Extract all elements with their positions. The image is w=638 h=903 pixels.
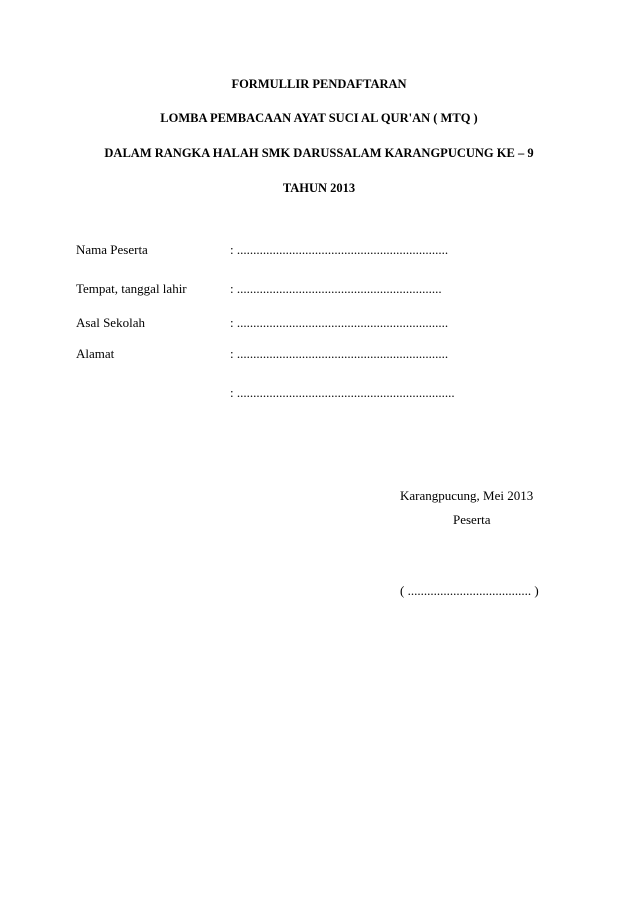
- field-label-nama-peserta: Nama Peserta: [76, 242, 148, 257]
- field-label-alamat: Alamat: [76, 346, 115, 361]
- form-title: FORMULLIR PENDAFTARAN: [231, 77, 407, 91]
- signature-name-placeholder: ( ...................................... ): [400, 583, 539, 598]
- field-value-asal-sekolah: : .................................................................: [230, 315, 449, 330]
- signature-role: Peserta: [453, 512, 491, 527]
- field-value-alamat-continued: : ...................................................................: [230, 385, 455, 400]
- field-value-alamat: : .................................................................: [230, 346, 449, 361]
- year-title: TAHUN 2013: [282, 181, 356, 195]
- competition-title: LOMBA PEMBACAAN AYAT SUCI AL QUR'AN ( MTQ ): [160, 111, 478, 125]
- event-subtitle: DALAM RANGKA HALAH SMK DARUSSALAM KARANGPUCUNG KE – 9: [104, 146, 534, 160]
- field-value-nama-peserta: : .................................................................: [230, 242, 449, 257]
- signature-place-date: Karangpucung, Mei 2013: [400, 488, 534, 503]
- field-label-tempat-tanggal-lahir: Tempat, tanggal lahir: [76, 281, 187, 296]
- field-label-asal-sekolah: Asal Sekolah: [76, 315, 145, 330]
- field-value-tempat-tanggal-lahir: : ...............................................................: [230, 281, 442, 296]
